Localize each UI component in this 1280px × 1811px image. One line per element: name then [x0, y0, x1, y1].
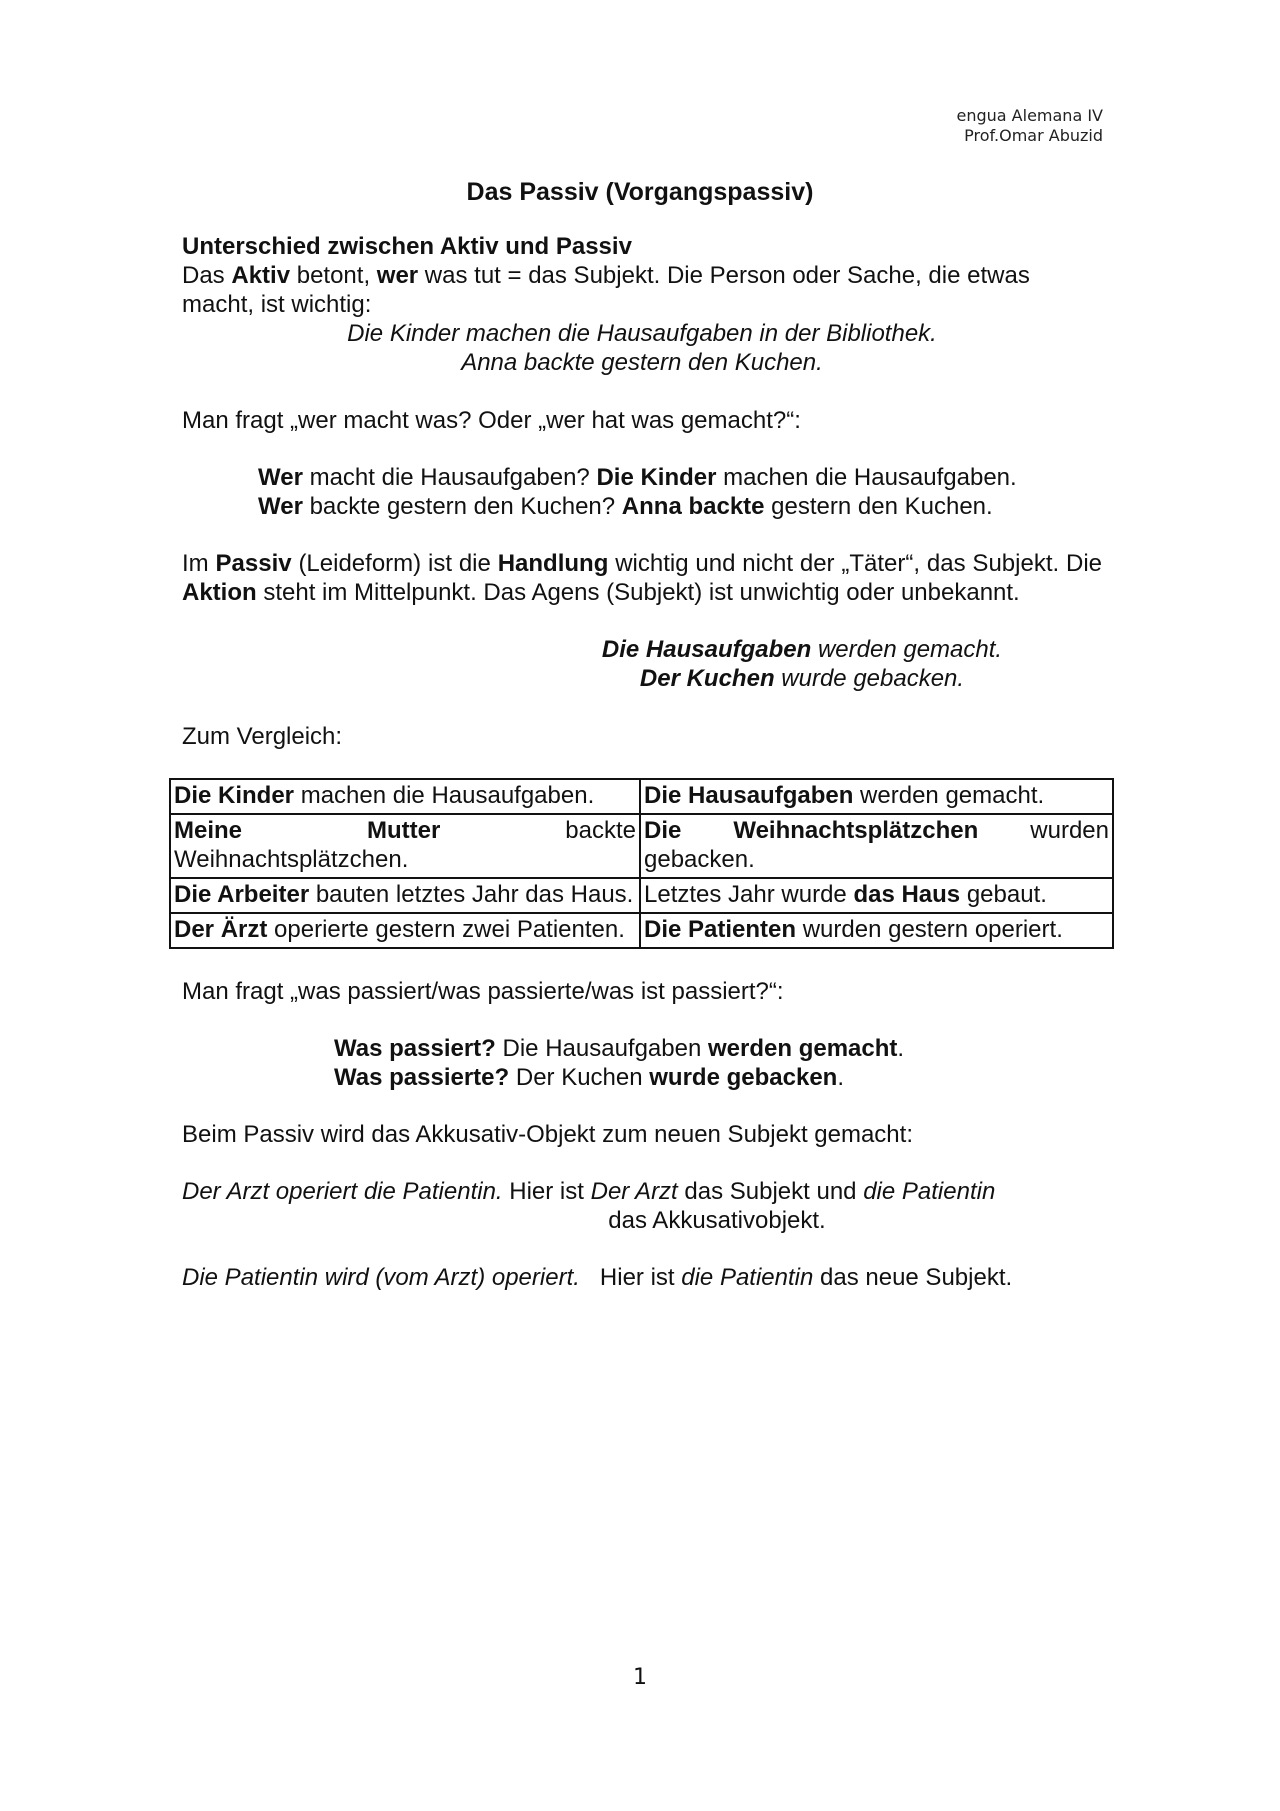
table-cell-passive: Die Hausaufgaben werden gemacht.	[640, 779, 1113, 814]
compare-label: Zum Vergleich:	[182, 723, 343, 750]
passive-example-2: Der Kuchen wurde gebacken.	[639, 665, 965, 692]
active-example-1: Die Kinder machen die Hausaufgaben in der Bibliothek.	[347, 320, 937, 347]
passive-rule: Beim Passiv wird das Akkusativ-Objekt zum neuen Subjekt gemacht:	[182, 1121, 913, 1148]
table-row	[170, 913, 1113, 948]
table-row	[170, 814, 1113, 878]
passive-intro: Im Passiv (Leideform) ist die Handlung wichtig und nicht der „Täter“, das Subjekt. Die Aktion steht im Mittelpunkt. Das Agens (Subjekt) ist unwichtig oder unbekannt.	[182, 550, 1103, 606]
comparison-table	[169, 778, 1114, 949]
object-example-1: Der Arzt operiert die Patientin. Hier ist Der Arzt das Subjekt und die Patientin	[182, 1178, 996, 1205]
table-cell-active: Der Ärzt operierte gestern zwei Patienten.	[170, 913, 640, 948]
object-example-1-note: das Akkusativobjekt.	[608, 1207, 826, 1234]
page-number: 1	[633, 1665, 647, 1690]
object-example-2: Die Patientin wird (vom Arzt) operiert. Hier ist die Patientin das neue Subjekt.	[182, 1264, 1013, 1291]
table-row	[170, 878, 1113, 913]
passive-qa-2: Was passierte? Der Kuchen wurde gebacken.	[334, 1064, 844, 1091]
page-title: Das Passiv (Vorgangspassiv)	[466, 178, 814, 206]
active-intro: Das Aktiv betont, wer was tut = das Subjekt. Die Person oder Sache, die etwas macht, ist wichtig:	[182, 262, 1030, 318]
table-cell-active: Die Arbeiter bauten letztes Jahr das Haus.	[170, 878, 640, 913]
professor-name: Prof.Omar Abuzid	[964, 126, 1103, 145]
active-qa-1: Wer macht die Hausaufgaben? Die Kinder machen die Hausaufgaben.	[258, 464, 1017, 491]
table-cell-passive: Die Patienten wurden gestern operiert.	[640, 913, 1113, 948]
table-cell-active: Die Kinder machen die Hausaufgaben.	[170, 779, 640, 814]
passive-qa-1: Was passiert? Die Hausaufgaben werden gemacht.	[334, 1035, 905, 1062]
table-cell-passive: Die Weihnachtsplätzchen wurden gebacken.	[640, 814, 1113, 878]
active-question: Man fragt „wer macht was? Oder „wer hat was gemacht?“:	[182, 407, 801, 434]
section-heading: Unterschied zwischen Aktiv und Passiv	[182, 233, 632, 260]
main-content	[174, 232, 1109, 1292]
table-row	[170, 779, 1113, 814]
active-qa-2: Wer backte gestern den Kuchen? Anna backte gestern den Kuchen.	[258, 493, 993, 520]
table-cell-passive: Letztes Jahr wurde das Haus gebaut.	[640, 878, 1113, 913]
active-example-2: Anna backte gestern den Kuchen.	[461, 349, 823, 376]
table-cell-active: Meine Mutter backte Weihnachtsplätzchen.	[170, 814, 640, 878]
passive-example-1: Die Hausaufgaben werden gemacht.	[601, 636, 1003, 663]
course-name: engua Alemana IV	[956, 106, 1103, 125]
page-header	[957, 106, 1104, 146]
passive-question: Man fragt „was passiert/was passierte/was ist passiert?“:	[182, 978, 784, 1005]
